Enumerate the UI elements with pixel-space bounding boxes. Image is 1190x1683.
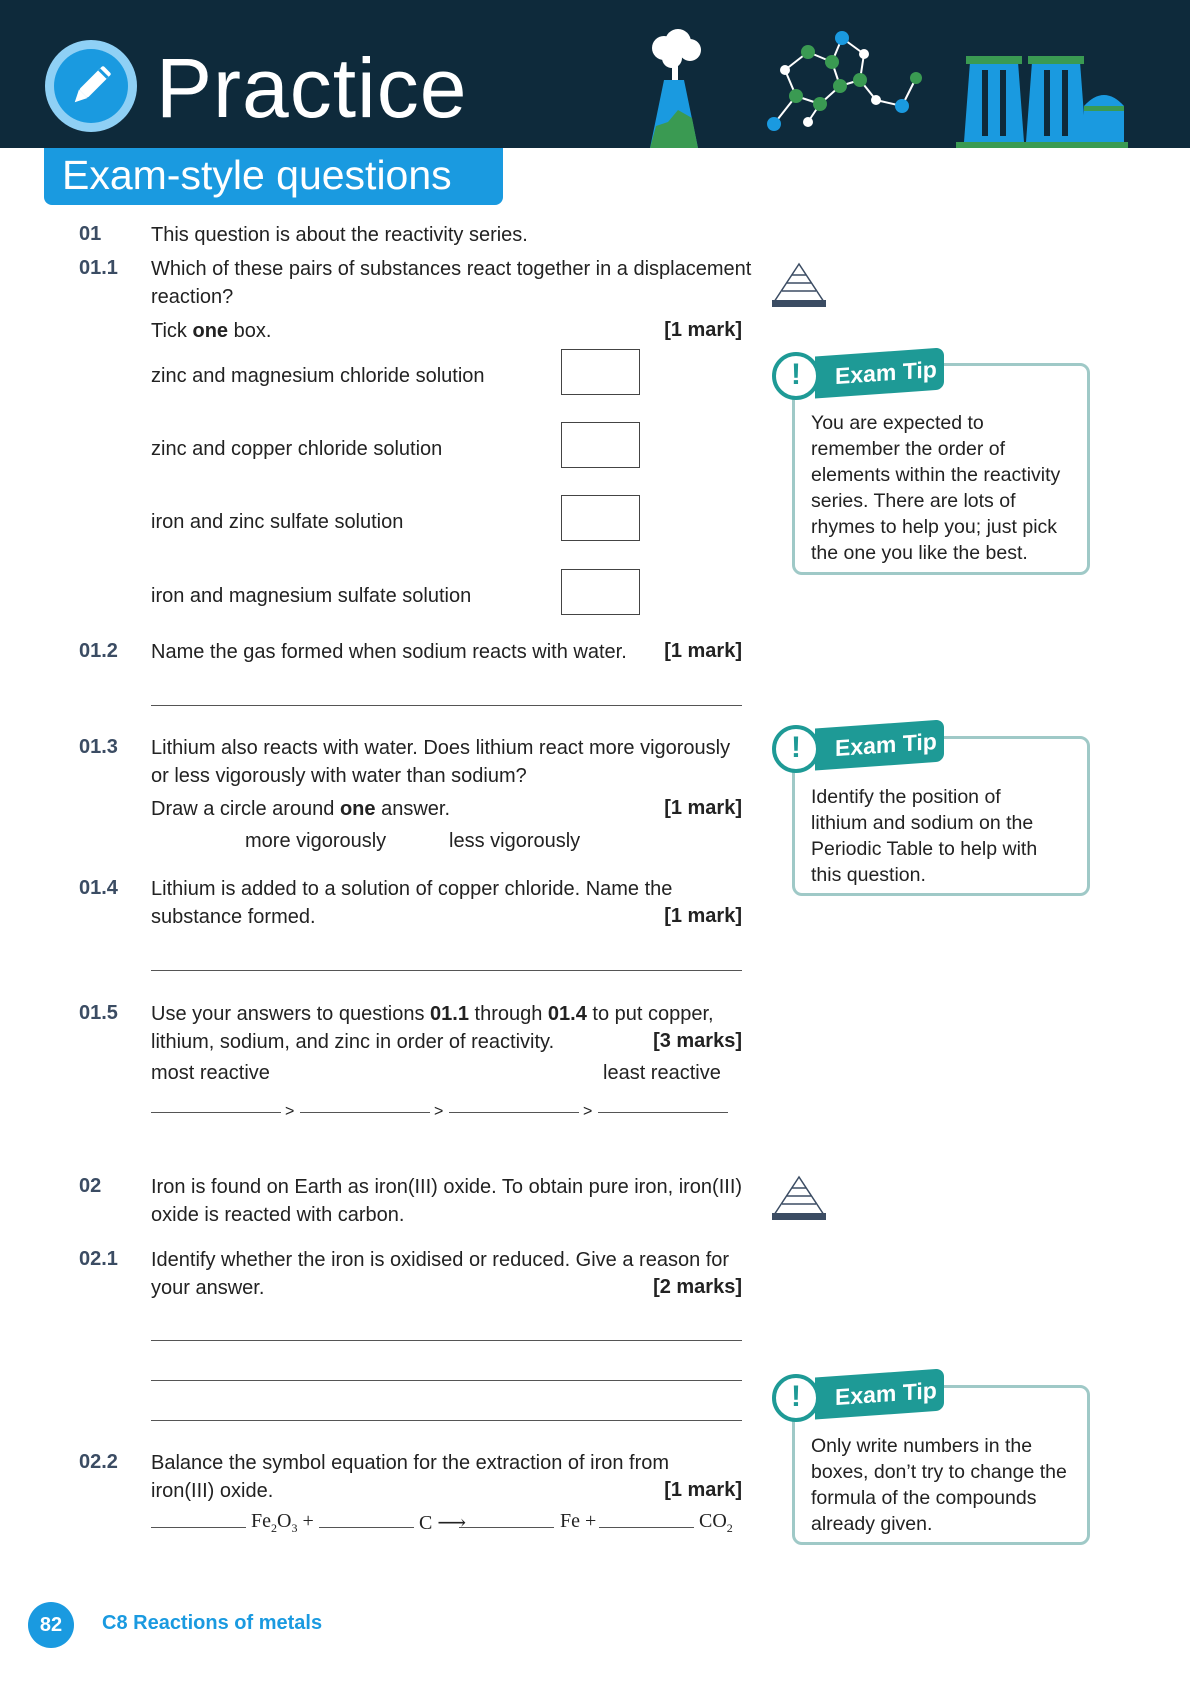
page-number: 82 [28, 1602, 74, 1648]
answer-line[interactable] [151, 970, 742, 971]
option-label: zinc and magnesium chloride solution [151, 365, 485, 387]
chemistry-illustration-icon [620, 0, 1140, 148]
question-number: 01.2 [79, 640, 118, 662]
marks-label: [3 marks] [653, 1030, 742, 1052]
tick-box[interactable] [561, 422, 640, 468]
page-header [0, 0, 1190, 148]
exam-tip-text: Only write numbers in the boxes, don’t try to change the formula of the compounds already given. [811, 1435, 1067, 1535]
marks-label: [1 mark] [664, 319, 742, 341]
marks-label: [1 mark] [664, 905, 742, 927]
answer-line[interactable] [151, 1420, 742, 1421]
answer-line[interactable] [449, 1112, 579, 1113]
instruction: Tick one box. [151, 320, 272, 342]
question-text: or less vigorously with water than sodium? [151, 765, 527, 787]
question-text: iron(III) oxide. [151, 1480, 274, 1502]
option-label: iron and magnesium sulfate solution [151, 585, 472, 607]
question-text: substance formed. [151, 906, 316, 928]
formula-carbon: C ⟶ [419, 1512, 467, 1534]
answer-line[interactable] [151, 1340, 742, 1341]
exam-tip-label: Exam Tip [815, 1368, 944, 1419]
marks-label: [1 mark] [664, 797, 742, 819]
coefficient-box[interactable] [151, 1527, 246, 1528]
question-text: Identify whether the iron is oxidised or reduced. Give a reason for [151, 1249, 730, 1271]
instruction: Draw a circle around one answer. [151, 798, 451, 820]
difficulty-pyramid-icon [770, 262, 828, 308]
question-text: Name the gas formed when sodium reacts with water. [151, 641, 627, 663]
question-text: Balance the symbol equation for the extraction of iron from [151, 1452, 670, 1474]
tick-box[interactable] [561, 495, 640, 541]
coefficient-box[interactable] [459, 1527, 554, 1528]
question-number: 02.2 [79, 1451, 118, 1473]
question-number: 01.5 [79, 1002, 118, 1024]
marks-label: [1 mark] [664, 640, 742, 662]
chapter-title: C8 Reactions of metals [102, 1612, 323, 1634]
question-text: This question is about the reactivity series. [151, 224, 528, 246]
marks-label: [2 marks] [653, 1276, 742, 1298]
question-number: 01 [79, 223, 102, 245]
pencil-icon [45, 40, 137, 132]
answer-line[interactable] [151, 1380, 742, 1381]
exclamation-icon: ! [772, 725, 820, 773]
exclamation-icon: ! [772, 1374, 820, 1422]
exclamation-icon: ! [772, 352, 820, 400]
question-text: Lithium also reacts with water. Does lithium react more vigorously [151, 737, 731, 759]
question-text: lithium, sodium, and zinc in order of reactivity. [151, 1031, 555, 1053]
answer-line[interactable] [151, 705, 742, 706]
tick-box[interactable] [561, 569, 640, 615]
exam-tip-text: Identify the position of lithium and sodium on the Periodic Table to help with this question. [811, 786, 1038, 886]
formula-fe2o3: $Fe_2O_3$ + [251, 1510, 314, 1535]
tick-box[interactable] [561, 349, 640, 395]
answer-line[interactable] [598, 1112, 728, 1113]
question-text: Iron is found on Earth as iron(III) oxide. To obtain pure iron, iron(III) [151, 1176, 743, 1198]
question-number: 02 [79, 1175, 102, 1197]
question-text: Use your answers to questions 01.1 through 01.4 to put copper, [151, 1003, 714, 1025]
question-number: 01.4 [79, 877, 118, 899]
question-text: your answer. [151, 1277, 265, 1299]
answer-line[interactable] [151, 1112, 281, 1113]
option-label: zinc and copper chloride solution [151, 438, 443, 460]
greater-than-sign: > [285, 1103, 295, 1120]
most-reactive-label: most reactive [151, 1062, 270, 1084]
exam-tip-label: Exam Tip [815, 719, 944, 770]
formula-iron: Fe + [560, 1510, 597, 1532]
answer-choice[interactable]: less vigorously [449, 830, 581, 852]
answer-choice[interactable]: more vigorously [245, 830, 387, 852]
question-text: reaction? [151, 286, 234, 308]
marks-label: [1 mark] [664, 1479, 742, 1501]
section-tab: Exam-style questions [44, 148, 503, 205]
question-number: 01.1 [79, 257, 118, 279]
page-title: Practice [156, 41, 468, 135]
difficulty-pyramid-icon [770, 1175, 828, 1221]
formula-co2: $CO_2$ [699, 1510, 733, 1535]
question-text: Which of these pairs of substances react together in a displacement [151, 258, 752, 280]
question-text: oxide is reacted with carbon. [151, 1204, 405, 1226]
exam-tip-label: Exam Tip [815, 347, 944, 398]
coefficient-box[interactable] [599, 1527, 694, 1528]
option-label: iron and zinc sulfate solution [151, 511, 404, 533]
greater-than-sign: > [434, 1103, 444, 1120]
exam-tip-text: You are expected to remember the order of elements within the reactivity series. There are lots of rhymes to help you; just pick the one you like the best. [811, 412, 1061, 564]
greater-than-sign: > [583, 1103, 593, 1120]
question-number: 01.3 [79, 736, 118, 758]
question-text: Lithium is added to a solution of copper chloride. Name the [151, 878, 673, 900]
question-number: 02.1 [79, 1248, 118, 1270]
coefficient-box[interactable] [319, 1527, 414, 1528]
least-reactive-label: least reactive [603, 1062, 721, 1084]
answer-line[interactable] [300, 1112, 430, 1113]
